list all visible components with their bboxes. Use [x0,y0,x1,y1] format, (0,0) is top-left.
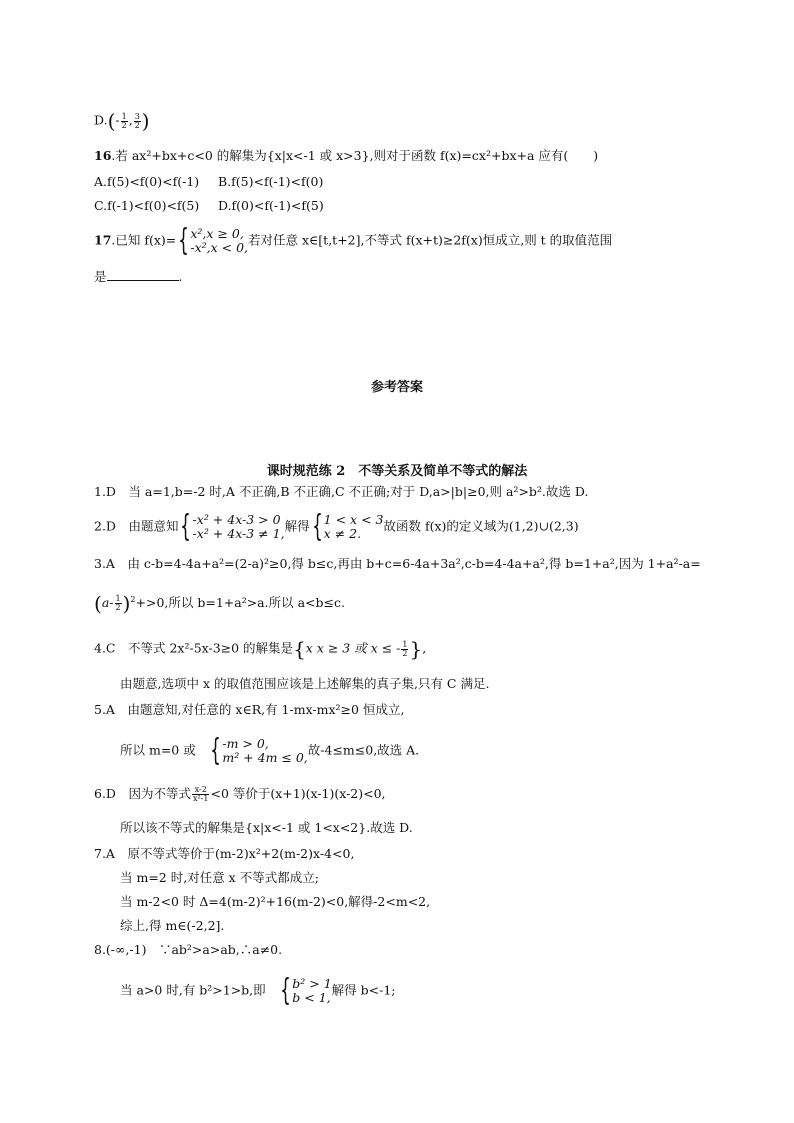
answer-6-line1: 6.D 因为不等式 $\frac{x-2}{\text{x²-1}}$ <0 等价于(x+1)(x-1)(x-2)<0, [94,785,386,803]
q16-option-d: D.f(0)<f(-1)<f(5) [218,198,324,213]
answer-blank [107,268,179,281]
answer-6-line2: 所以该不等式的解集是{x|x<-1 或 1<x<2}.故选 D. [120,820,413,835]
answer-4-line2: 由题意,选项中 x 的取值范围应该是上述解集的真子集,只有 C 满足. [120,676,490,691]
answers-title: 参考答案 [370,380,423,395]
q16-option-c: C.f(-1)<f(0)<f(5) [94,198,200,213]
answer-4-line1: 4.C 不等式 2x²-5x-3≥0 的解集是{x x ≥ 3 或 x ≤ - $\frac{1}{2}$ }, [94,637,427,661]
answer-7-line1: 7.A 原不等式等价于(m-2)x²+2(m-2)x-4<0, [94,846,355,861]
answer-3-line1: 3.A 由 c-b=4-4a+a²=(2-a)²≥0,得 b≤c,再由 b+c=6-4a+3a²,c-b=4-4a+a²,得 b=1+a²,因为 1+a²-a= [94,556,701,571]
answer-5-line1: 5.A 由题意知,对任意的 x∈R,有 1-mx-mx²≥0 恒成立, [94,702,405,717]
answer-7-line3: 当 m-2<0 时 Δ=4(m-2)²+16(m-2)<0,解得-2<m<2, [120,894,431,909]
q16-stem: 16.若 ax²+bx+c<0 的解集为{x|x<-1 或 x>3},则对于函数 f(x)=cx²+bx+a 应有( ) [94,148,599,163]
answer-7-line4: 综上,得 m∈(-2,2]. [120,918,225,933]
answer-5-line2: 所以 m=0 或 { -m > 0, m² + 4m ≤ 0, 故-4≤m≤0,故选 A. [120,733,420,768]
answer-2: 2.D 由题意知{ -x² + 4x-3 > 0 -x² + 4x-3 ≠ 1, 解得{ 1 < x < 3 x ≠ 2. 故函数 f(x)的定义域为(1,2)∪(2,3) [94,509,579,544]
answer-7-line2: 当 m=2 时,对任意 x 不等式都成立; [120,870,319,885]
answer-8-line2: 当 a>0 时,有 b²>1>b,即 { b² > 1 b < 1, 解得 b<-1; [120,973,396,1008]
answer-1: 1.D 当 a=1,b=-2 时,A 不正确,B 不正确,C 不正确;对于 D,a>|b|≥0,则 a²>b².故选 D. [94,484,589,499]
q16-option-a: A.f(5)<f(0)<f(-1) [94,174,200,189]
answer-3-line2: (a- $\frac{1}{2}$ )$^2$+>0,所以 b=1+a²>a.所以 a<b≤c. [94,591,345,616]
answer-8-line1: 8.(-∞,-1) ∵ab²>a>ab,∴a≠0. [94,942,283,957]
q17-stem: 17.已知 f(x)={ x²,x ≥ 0, -x²,x < 0, 若对任意 x∈[t,t+2],不等式 f(x+t)≥2f(x)恒成立,则 t 的取值范围 [94,223,613,258]
q16-option-b: B.f(5)<f(-1)<f(0) [218,174,324,189]
section-title: 课时规范练 2 不等关系及简单不等式的解法 [266,464,528,479]
q15-option-d: D.(- $\frac{1}{2}$ , $\frac{3}{2}$ ) [94,109,150,133]
q17-line2: 是 . [94,269,183,284]
